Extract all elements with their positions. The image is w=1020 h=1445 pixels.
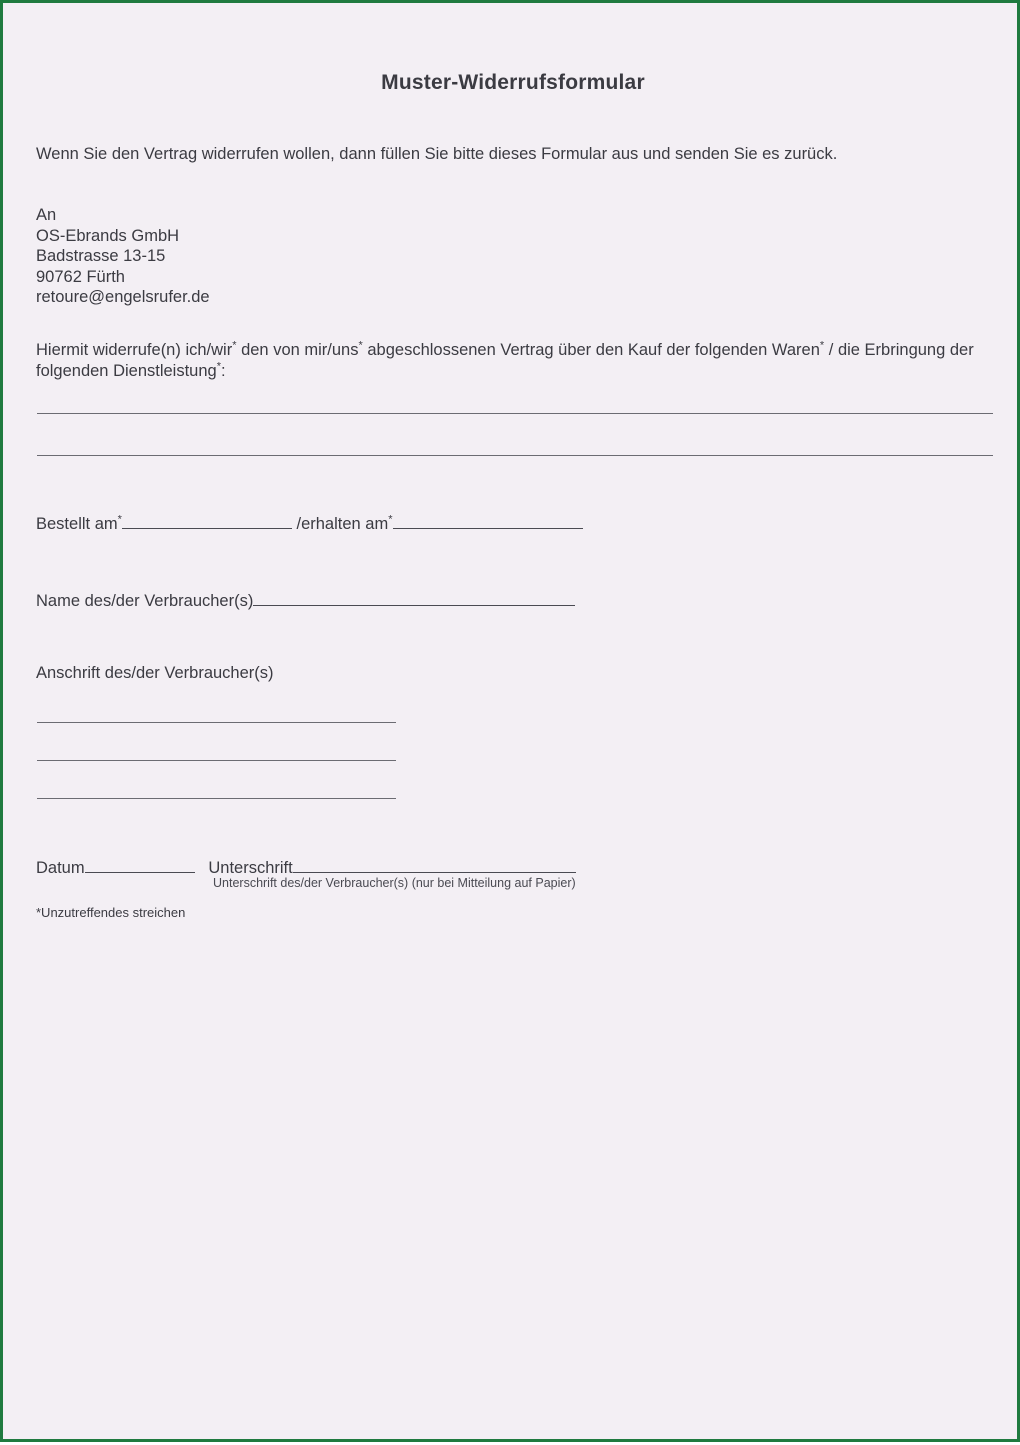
consumer-address-line-1[interactable] <box>37 722 396 723</box>
date-input[interactable] <box>85 855 195 873</box>
consumer-address-label: Anschrift des/der Verbraucher(s) <box>36 664 274 682</box>
received-on-label: /erhalten am <box>296 515 389 533</box>
ordered-on-label: Bestellt am <box>36 515 118 533</box>
page-title: Muster-Widerrufsformular <box>381 71 645 94</box>
declaration-mark-2: * <box>358 339 363 352</box>
ordered-received-row <box>36 511 583 534</box>
consumer-name-row <box>36 588 575 611</box>
signature-input[interactable] <box>293 855 576 873</box>
footnote: *Unzutreffendes streichen <box>36 905 186 920</box>
declaration-part-5: : <box>221 362 226 380</box>
goods-write-line-2[interactable] <box>37 455 993 456</box>
declaration-part-3: abgeschlossenen Vertrag über den Kauf der folgenden Waren <box>367 341 820 359</box>
recipient-street: Badstrasse 13-15 <box>36 247 166 265</box>
signature-note: Unterschrift des/der Verbraucher(s) (nur bei Mitteilung auf Papier) <box>213 876 576 890</box>
recipient-address-block <box>36 205 210 308</box>
declaration-part-2: den von mir/uns <box>241 341 359 359</box>
date-label: Datum <box>36 859 85 877</box>
ordered-on-input[interactable] <box>122 511 292 529</box>
document-body <box>3 3 1020 1445</box>
intro-text: Wenn Sie den Vertrag widerrufen wollen, dann füllen Sie bitte dieses Formular aus und senden Sie es zurück. <box>36 145 838 163</box>
declaration-mark-4: * <box>216 360 221 373</box>
declaration-mark-3: * <box>819 339 825 352</box>
consumer-name-label: Name des/der Verbraucher(s) <box>36 592 254 610</box>
declaration-part-4: / die Erbringung der folgenden Dienstleistung <box>36 341 974 380</box>
recipient-label: An <box>36 206 57 224</box>
recipient-city: 90762 Fürth <box>36 267 125 286</box>
signature-label: Unterschrift <box>208 859 293 877</box>
consumer-name-input[interactable] <box>253 588 575 606</box>
recipient-email: retoure@engelsrufer.de <box>36 288 210 306</box>
declaration-part-1: Hiermit widerrufe(n) ich/wir <box>36 341 233 359</box>
received-on-input[interactable] <box>393 511 583 529</box>
recipient-company: OS-Ebrands GmbH <box>36 226 180 245</box>
declaration-mark-1: * <box>232 339 237 352</box>
ordered-on-mark: * <box>117 513 122 526</box>
goods-write-line-1[interactable] <box>37 413 993 414</box>
consumer-address-line-3[interactable] <box>37 798 396 799</box>
date-signature-row <box>36 855 576 878</box>
consumer-address-label-row <box>36 664 274 683</box>
declaration-paragraph <box>36 340 996 382</box>
consumer-address-line-2[interactable] <box>37 760 396 761</box>
received-on-mark: * <box>388 513 393 526</box>
